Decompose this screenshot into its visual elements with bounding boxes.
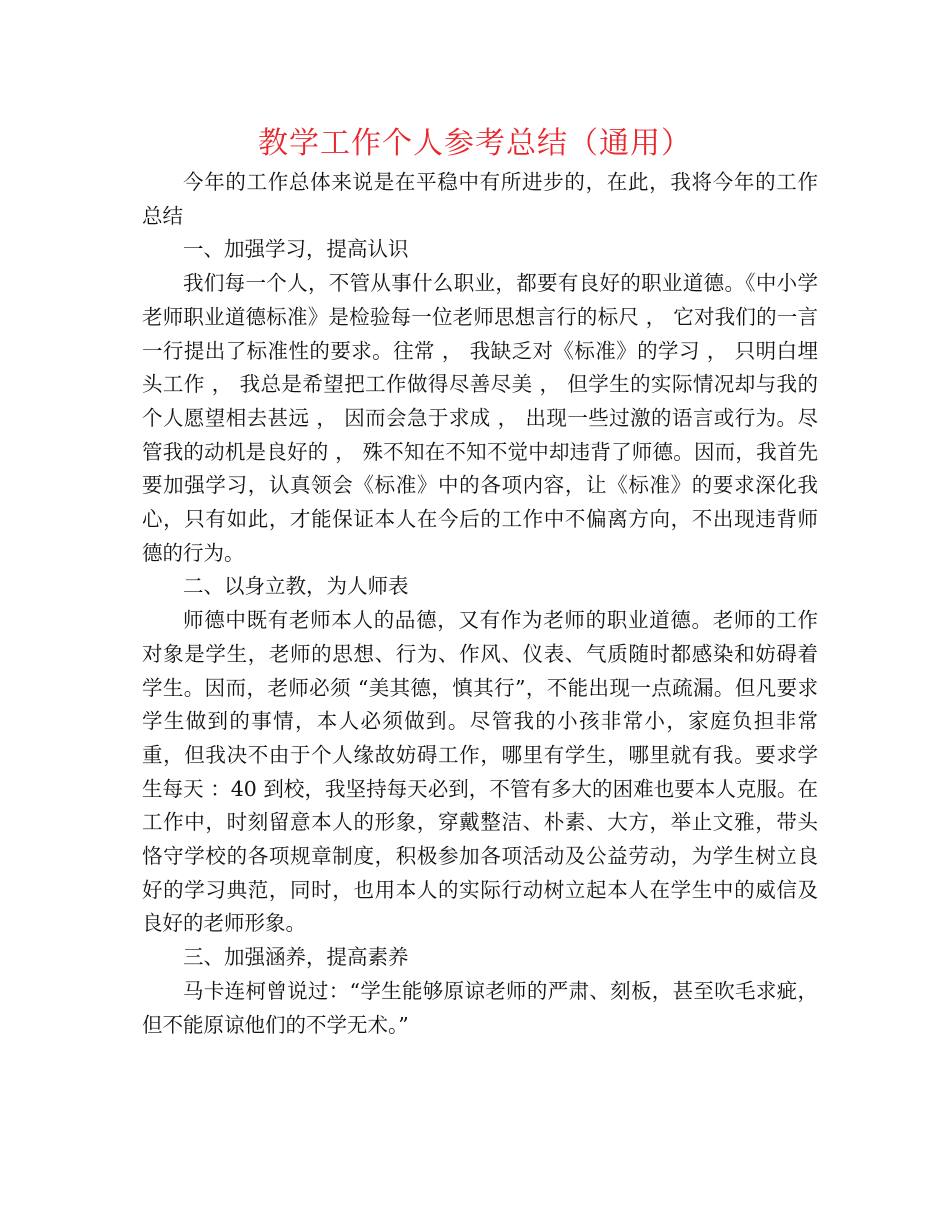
paragraph-section-1: 我们每一个人，不管从事什么职业，都要有良好的职业道德。《中小学老师职业道德标准》是检验每一位老师思想言行的标尺 ， 它对我们的一言一行提出了标准性的要求。往常 ， 我缺乏对《标准》的学习 ， 只明白埋头工作 ， 我总是希望把工作做得尽善尽美 ， 但学生的实际情况却与我的个人愿望相去甚远 ， 因而会急于求成 ， 出现一些过激的语言或行为。尽管我的动机是良好的 ， 殊不知在不知不觉中却违背了师德。因而，我首先要加强学习，认真领会《标准》中的各项内容，让《标准》的要求深化我心，只有如此，才能保证本人在今后的工作中不偏离方向，不出现违背师德的行为。 <box>142 271 818 565</box>
paragraph-intro: 今年的工作总体来说是在平稳中有所进步的，在此，我将今年的工作总结 <box>142 170 818 228</box>
paragraph-section-3: 马卡连柯曾说过：“学生能够原谅老师的严肃、刻板，甚至吹毛求疵，但不能原谅他们的不学无术。” <box>142 978 818 1037</box>
section-heading-1: 一、加强学习，提高认识 <box>183 237 409 262</box>
paragraph-section-2: 师德中既有老师本人的品德，又有作为老师的职业道德。老师的工作对象是学生，老师的思想、行为、作风、仪表、气质随时都感染和妨碍着学生。因而，老师必须 “美其德，慎其行”，不能出现一点疏漏。但凡要求学生做到的事情，本人必须做到。尽管我的小孩非常小，家庭负担非常重，但我决不由于个人缘故妨碍工作，哪里有学生，哪里就有我。要求学生每天 ：40 到校，我坚持每天必到，不管有多大的困难也要本人克服。在工作中，时刻留意本人的形象，穿戴整洁、朴素、大方，举止文雅，带头恪守学校的各项规章制度，积极参加各项活动及公益劳动，为学生树立良好的学习典范，同时，也用本人的实际行动树立起本人在学生中的威信及良好的老师形象。 <box>142 608 818 936</box>
section-heading-2: 二、以身立教，为人师表 <box>183 574 409 599</box>
document-body <box>142 166 818 1042</box>
document-title: 教学工作个人参考总结（通用） <box>258 126 692 161</box>
section-heading-3: 三、加强涵养，提高素养 <box>183 945 409 970</box>
